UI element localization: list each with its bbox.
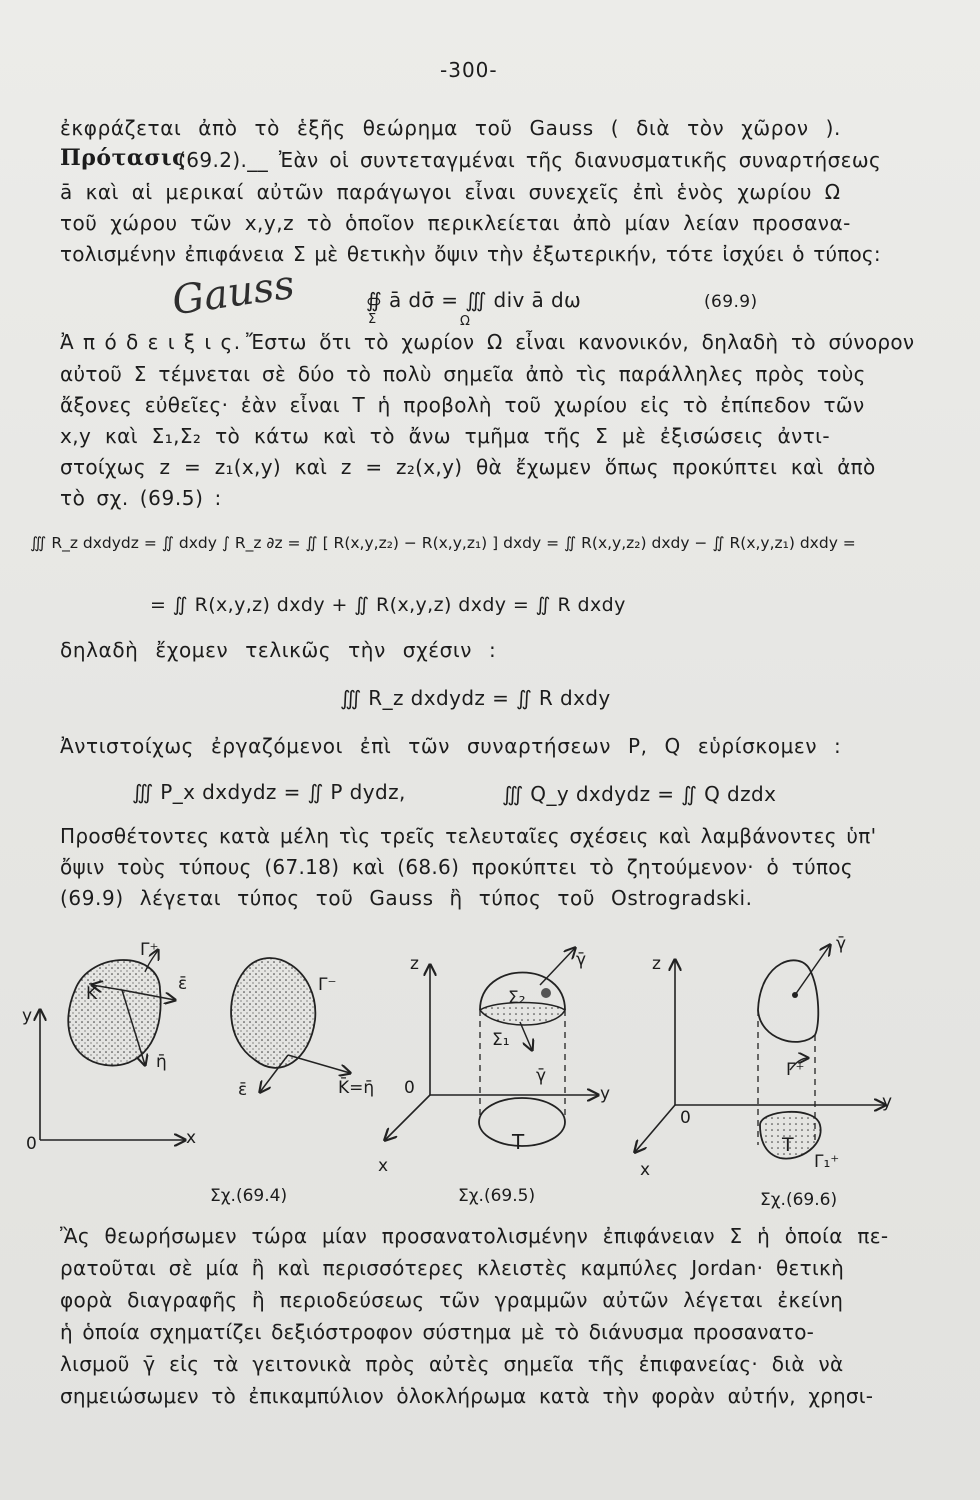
fig1-label-eps: ε̄ (178, 974, 188, 994)
tail-line-6: σημειώσωμεν τὸ ἐπικαμπύλιον ὁλοκλήρωμα κατὰ τὴν φορὰν αὐτήν, χρησι- (60, 1384, 874, 1408)
fig2-caption: Σχ.(69.5) (458, 1186, 536, 1206)
equation-gauss: ∯ ā dσ̄ = ∭ div ā dω (366, 288, 582, 312)
proof-line-1: Ἔστω ὅτι τὸ χωρίον Ω εἶναι κανονικόν, δηλαδὴ τὸ σύνορον (246, 330, 915, 354)
proof-heading: Ἀ π ό δ ε ι ξ ι ς. (60, 330, 242, 354)
fig1-surface-2 (231, 958, 315, 1068)
equation-final: ∭ R_z dxdydz = ∬ R dxdy (340, 686, 611, 710)
fig3-caption: Σχ.(69.6) (760, 1190, 838, 1210)
fig1-label-x: x (186, 1128, 197, 1148)
fig2-label-sigma2: Σ₂ (508, 988, 526, 1008)
fig2-point (541, 988, 551, 998)
equation-long-1: ∭ R_z dxdydz = ∬ dxdy ∫ R_z ∂z = ∬ [ R(x,y,z₂) − R(x,y,z₁) ] dxdy = ∬ R(x,y,z₂) dxdy − ∬ R(x,y,z₁) dxdy = (30, 534, 856, 552)
conclusion-line-3: (69.9) λέγεται τύπος τοῦ Gauss ἢ τύπος τοῦ Ostrogradski. (60, 886, 753, 910)
handwritten-gauss-note: Gauss (169, 261, 298, 325)
proof-line-6: τὸ σχ. (69.5) : (60, 486, 222, 510)
fig2-gamma-up (540, 948, 575, 985)
fig1-caption: Σχ.(69.4) (210, 1186, 288, 1206)
text-line-4: τοῦ χώρου τῶν x,y,z τὸ ὁποῖον περικλείεται ἀπὸ μίαν λείαν προσανα- (60, 211, 851, 235)
proof-line-3: ἄξονες εὐθεῖες· ἐὰν εἶναι T ἡ προβολὴ τοῦ χωρίου εἰς τὸ ἐπίπεδον τῶν (60, 393, 865, 417)
fig3-label-gamma-plus: Γ⁺ (786, 1060, 805, 1080)
fig3-label-z: z (652, 954, 661, 974)
fig1-label-y: y (22, 1006, 33, 1026)
fig1-label-eta: η̄ (156, 1052, 167, 1072)
equation-number-69-9: (69.9) (704, 292, 758, 312)
fig3-label-zero: 0 (680, 1108, 691, 1128)
fig2-gamma-down (520, 1022, 532, 1050)
tail-line-3: φορὰ διαγραφῆς ἢ περιοδεύσεως τῶν γραμμῶν αὐτῶν λέγεται ἐκείνη (60, 1288, 844, 1312)
text-line-5: τολισμένην ἐπιφάνεια Σ μὲ θετικὴν ὄψιν τὴν ἐξωτερικήν, τότε ἰσχύει ὁ τύπος: (60, 242, 881, 266)
figure-69-5 (370, 940, 630, 1190)
fig1-label-gamma-plus: Γ⁺ (140, 940, 159, 960)
fig3-label-T: T (782, 1134, 794, 1156)
tail-line-5: λισμοῦ γ̄ εἰς τὰ γειτονικὰ πρὸς αὐτὲς σημεῖα τῆς ἐπιφανείας· διὰ νὰ (60, 1352, 844, 1376)
fig2-label-gamma-up: γ̄ (576, 950, 587, 970)
equation-gauss-sub-rhs: Ω (460, 314, 470, 329)
proof-line-5: στοίχως z = z₁(x,y) καὶ z = z₂(x,y) θὰ ἔχωμεν ὅπως προκύπτει καὶ ἀπὸ (60, 455, 876, 479)
fig2-label-T: T (512, 1130, 525, 1154)
fig3-surface (758, 960, 818, 1042)
fig2-label-gamma-down: γ̄ (536, 1066, 547, 1086)
fig1-label-eps-2: ε̄ (238, 1080, 248, 1100)
fig3-label-x: x (640, 1160, 651, 1180)
text-line-3: ā καὶ αἱ μερικαί αὐτῶν παράγωγοι εἶναι συνεχεῖς ἐπὶ ἑνὸς χωρίου Ω (60, 180, 841, 204)
fig3-x-axis (635, 1105, 675, 1152)
fig1-surface (68, 960, 160, 1066)
fig1-k-eta-vector (288, 1055, 350, 1073)
fig2-label-y: y (600, 1084, 611, 1104)
fig3-point (792, 992, 798, 998)
fig3-label-gamma: γ̄ (836, 934, 847, 954)
fig3-label-y: y (882, 1092, 893, 1112)
tail-line-4: ἡ ὁποία σχηματίζει δεξιόστροφον σύστημα μὲ τὸ διάνυσμα προσανατο- (60, 1320, 815, 1344)
text-antistoixos: Ἀντιστοίχως ἐργαζόμενοι ἐπὶ τῶν συναρτήσεων P, Q εὑρίσκομεν : (60, 734, 842, 758)
fig2-x-axis (385, 1095, 430, 1140)
tail-line-2: ρατοῦται σὲ μία ἢ καὶ περισσότερες κλειστὲς καμπύλες Jordan· θετικὴ (60, 1256, 845, 1280)
fig1-label-gamma-minus: Γ⁻ (318, 975, 337, 995)
equation-q: ∭ Q_y dxdydz = ∬ Q dzdx (502, 782, 777, 806)
fig2-label-zero: 0 (404, 1078, 415, 1098)
page-number: -300- (440, 58, 498, 82)
proof-line-2: αὐτοῦ Σ τέμνεται σὲ δύο τὸ πολὺ σημεῖα ἀπὸ τὶς παράλληλες πρὸς τοὺς (60, 362, 866, 386)
conclusion-line-2: ὄψιν τοὺς τύπους (67.18) καὶ (68.6) προκύπτει τὸ ζητούμενον· ὁ τύπος (60, 855, 853, 879)
fig3-gamma-vector (795, 945, 830, 995)
fig1-label-zero: 0 (26, 1134, 37, 1154)
fig3-label-gamma1-plus: Γ₁⁺ (814, 1152, 840, 1172)
equation-gauss-sub-lhs: Σ (368, 312, 377, 327)
proposition-label: Πρότασις (60, 145, 187, 171)
equation-long-2: = ∬ R(x,y,z) dxdy + ∬ R(x,y,z) dxdy = ∬ R dxdy (150, 594, 626, 616)
text-line-2: (69.2).__ Ἐὰν οἱ συντεταγμέναι τῆς διανυσματικῆς συναρτήσεως (178, 148, 882, 172)
figure-69-6 (620, 930, 900, 1190)
figure-69-4 (20, 930, 380, 1210)
fig2-label-z: z (410, 954, 419, 974)
text-line-1: ἐκφράζεται ἀπὸ τὸ ἑξῆς θεώρημα τοῦ Gauss ( διὰ τὸν χῶρον ). (60, 116, 841, 140)
fig1-label-k: K̄ (86, 984, 98, 1004)
fig2-label-x: x (378, 1156, 389, 1176)
fig2-label-sigma1: Σ₁ (492, 1030, 510, 1050)
conclusion-line-1: Προσθέτοντες κατὰ μέλη τὶς τρεῖς τελευταῖες σχέσεις καὶ λαμβάνοντες ὑπ' (60, 824, 877, 848)
fig1-label-k-eq-eta: K̄=η̄ (338, 1078, 375, 1098)
tail-line-1: Ἂς θεωρήσωμεν τώρα μίαν προσανατολισμένην ἐπιφάνειαν Σ ἡ ὁποία πε- (60, 1224, 889, 1248)
equation-p: ∭ P_x dxdydz = ∬ P dydz, (132, 780, 406, 804)
text-final-relation: δηλαδὴ ἔχομεν τελικῶς τὴν σχέσιν : (60, 638, 497, 662)
proof-line-4: x,y καὶ Σ₁,Σ₂ τὸ κάτω καὶ τὸ ἄνω τμῆμα τῆς Σ μὲ ἐξισώσεις ἀντι- (60, 424, 830, 448)
